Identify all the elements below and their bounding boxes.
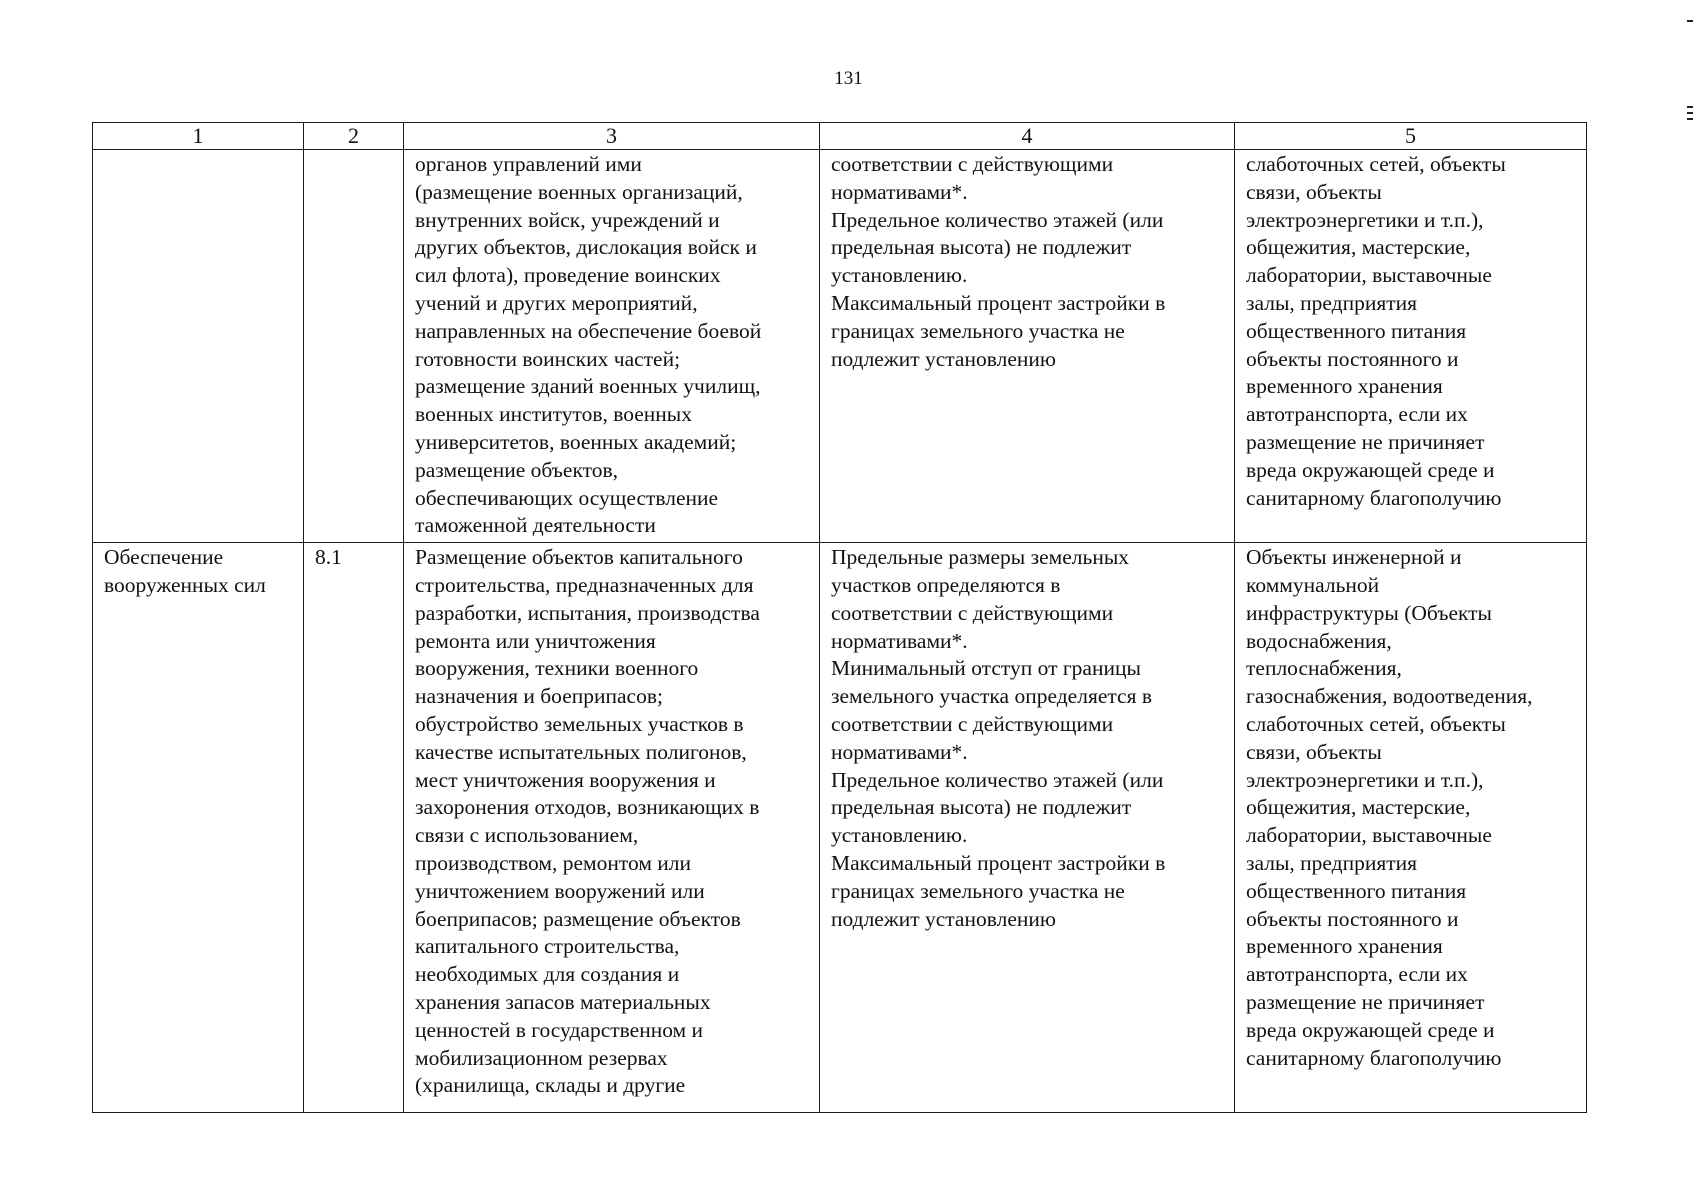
scan-edge-mark (1687, 112, 1693, 114)
cell-auxiliary-uses (1235, 543, 1587, 1113)
cell-use-description (404, 150, 820, 543)
land-use-table (92, 122, 1587, 1113)
table-row-armed-forces (93, 543, 1587, 1113)
scan-edge-mark (1687, 118, 1693, 120)
parameters-text: соответствии с действующими нормативами*. Предельное количество этажей (или предельная высота) не подлежит установлению. Максимальный процент застройки в границах земельного участка не подлежит установлению (831, 152, 1166, 371)
cell-auxiliary-uses (1235, 150, 1587, 543)
cell-parameters (820, 543, 1235, 1113)
cell-use-description (404, 543, 820, 1113)
use-description-text: органов управлений ими (размещение военных организаций, внутренних войск, учреждений и других объектов, дислокация войск и сил флота), проведение воинских учений и других мероприятий, направленных на обеспечение боевой готовности воинских частей; размещение зданий военных училищ, военных институтов, военных университетов, военных академий; размещение объектов, обеспечивающих осуществление таможенной деятельности (415, 152, 762, 538)
auxiliary-uses-text: Объекты инженерной и коммунальной инфраструктуры (Объекты водоснабжения, теплоснабжения, газоснабжения, водоотведения, слаботочных сетей, объекты связи, объекты электроэнергетики и т.п.), общежития, мастерские, лаборатории, выставочные залы, предприятия общественного питания объекты постоянного и временного хранения автотранспорта, если их размещение не причиняет вреда окружающей среде и санитарному благополучию (1246, 545, 1533, 1070)
column-header-2: 2 (304, 123, 404, 150)
column-header-3: 3 (404, 123, 820, 150)
cell-use-code (304, 150, 404, 543)
scan-edge-mark (1687, 106, 1693, 108)
cell-use-code (304, 543, 404, 1113)
use-name-text: Обеспечение вооруженных сил (104, 545, 266, 597)
page-number: 131 (834, 68, 863, 89)
column-header-4: 4 (820, 123, 1235, 150)
table-row-continued (93, 150, 1587, 543)
cell-use-name (93, 150, 304, 543)
column-header-1: 1 (93, 123, 304, 150)
parameters-text: Предельные размеры земельных участков определяются в соответствии с действующими нормативами*. Минимальный отступ от границы земельного участка определяется в соответствии с действующими нормативами*. Предельное количество этажей (или предельная высота) не подлежит установлению. Максимальный процент застройки в границах земельного участка не подлежит установлению (831, 545, 1166, 931)
auxiliary-uses-text: слаботочных сетей, объекты связи, объекты электроэнергетики и т.п.), общежития, мастерские, лаборатории, выставочные залы, предприятия общественного питания объекты постоянного и временного хранения автотранспорта, если их размещение не причиняет вреда окружающей среде и санитарному благополучию (1246, 152, 1506, 510)
column-header-5: 5 (1235, 123, 1587, 150)
cell-parameters (820, 150, 1235, 543)
cell-use-name (93, 543, 304, 1113)
use-description-text: Размещение объектов капитального строительства, предназначенных для разработки, испытания, производства ремонта или уничтожения вооружения, техники военного назначения и боеприпасов; обустройство земельных участков в качестве испытательных полигонов, мест уничтожения вооружения и захоронения отходов, возникающих в связи с использованием, производством, ремонтом или уничтожением вооружений или боеприпасов; размещение объектов капитального строительства, необходимых для создания и хранения запасов материальных ценностей в государственном и мобилизационном резервах (хранилища, склады и другие (415, 545, 760, 1098)
table-header-row (93, 123, 1587, 150)
scan-edge-mark (1687, 20, 1693, 22)
use-code-text: 8.1 (315, 545, 342, 570)
